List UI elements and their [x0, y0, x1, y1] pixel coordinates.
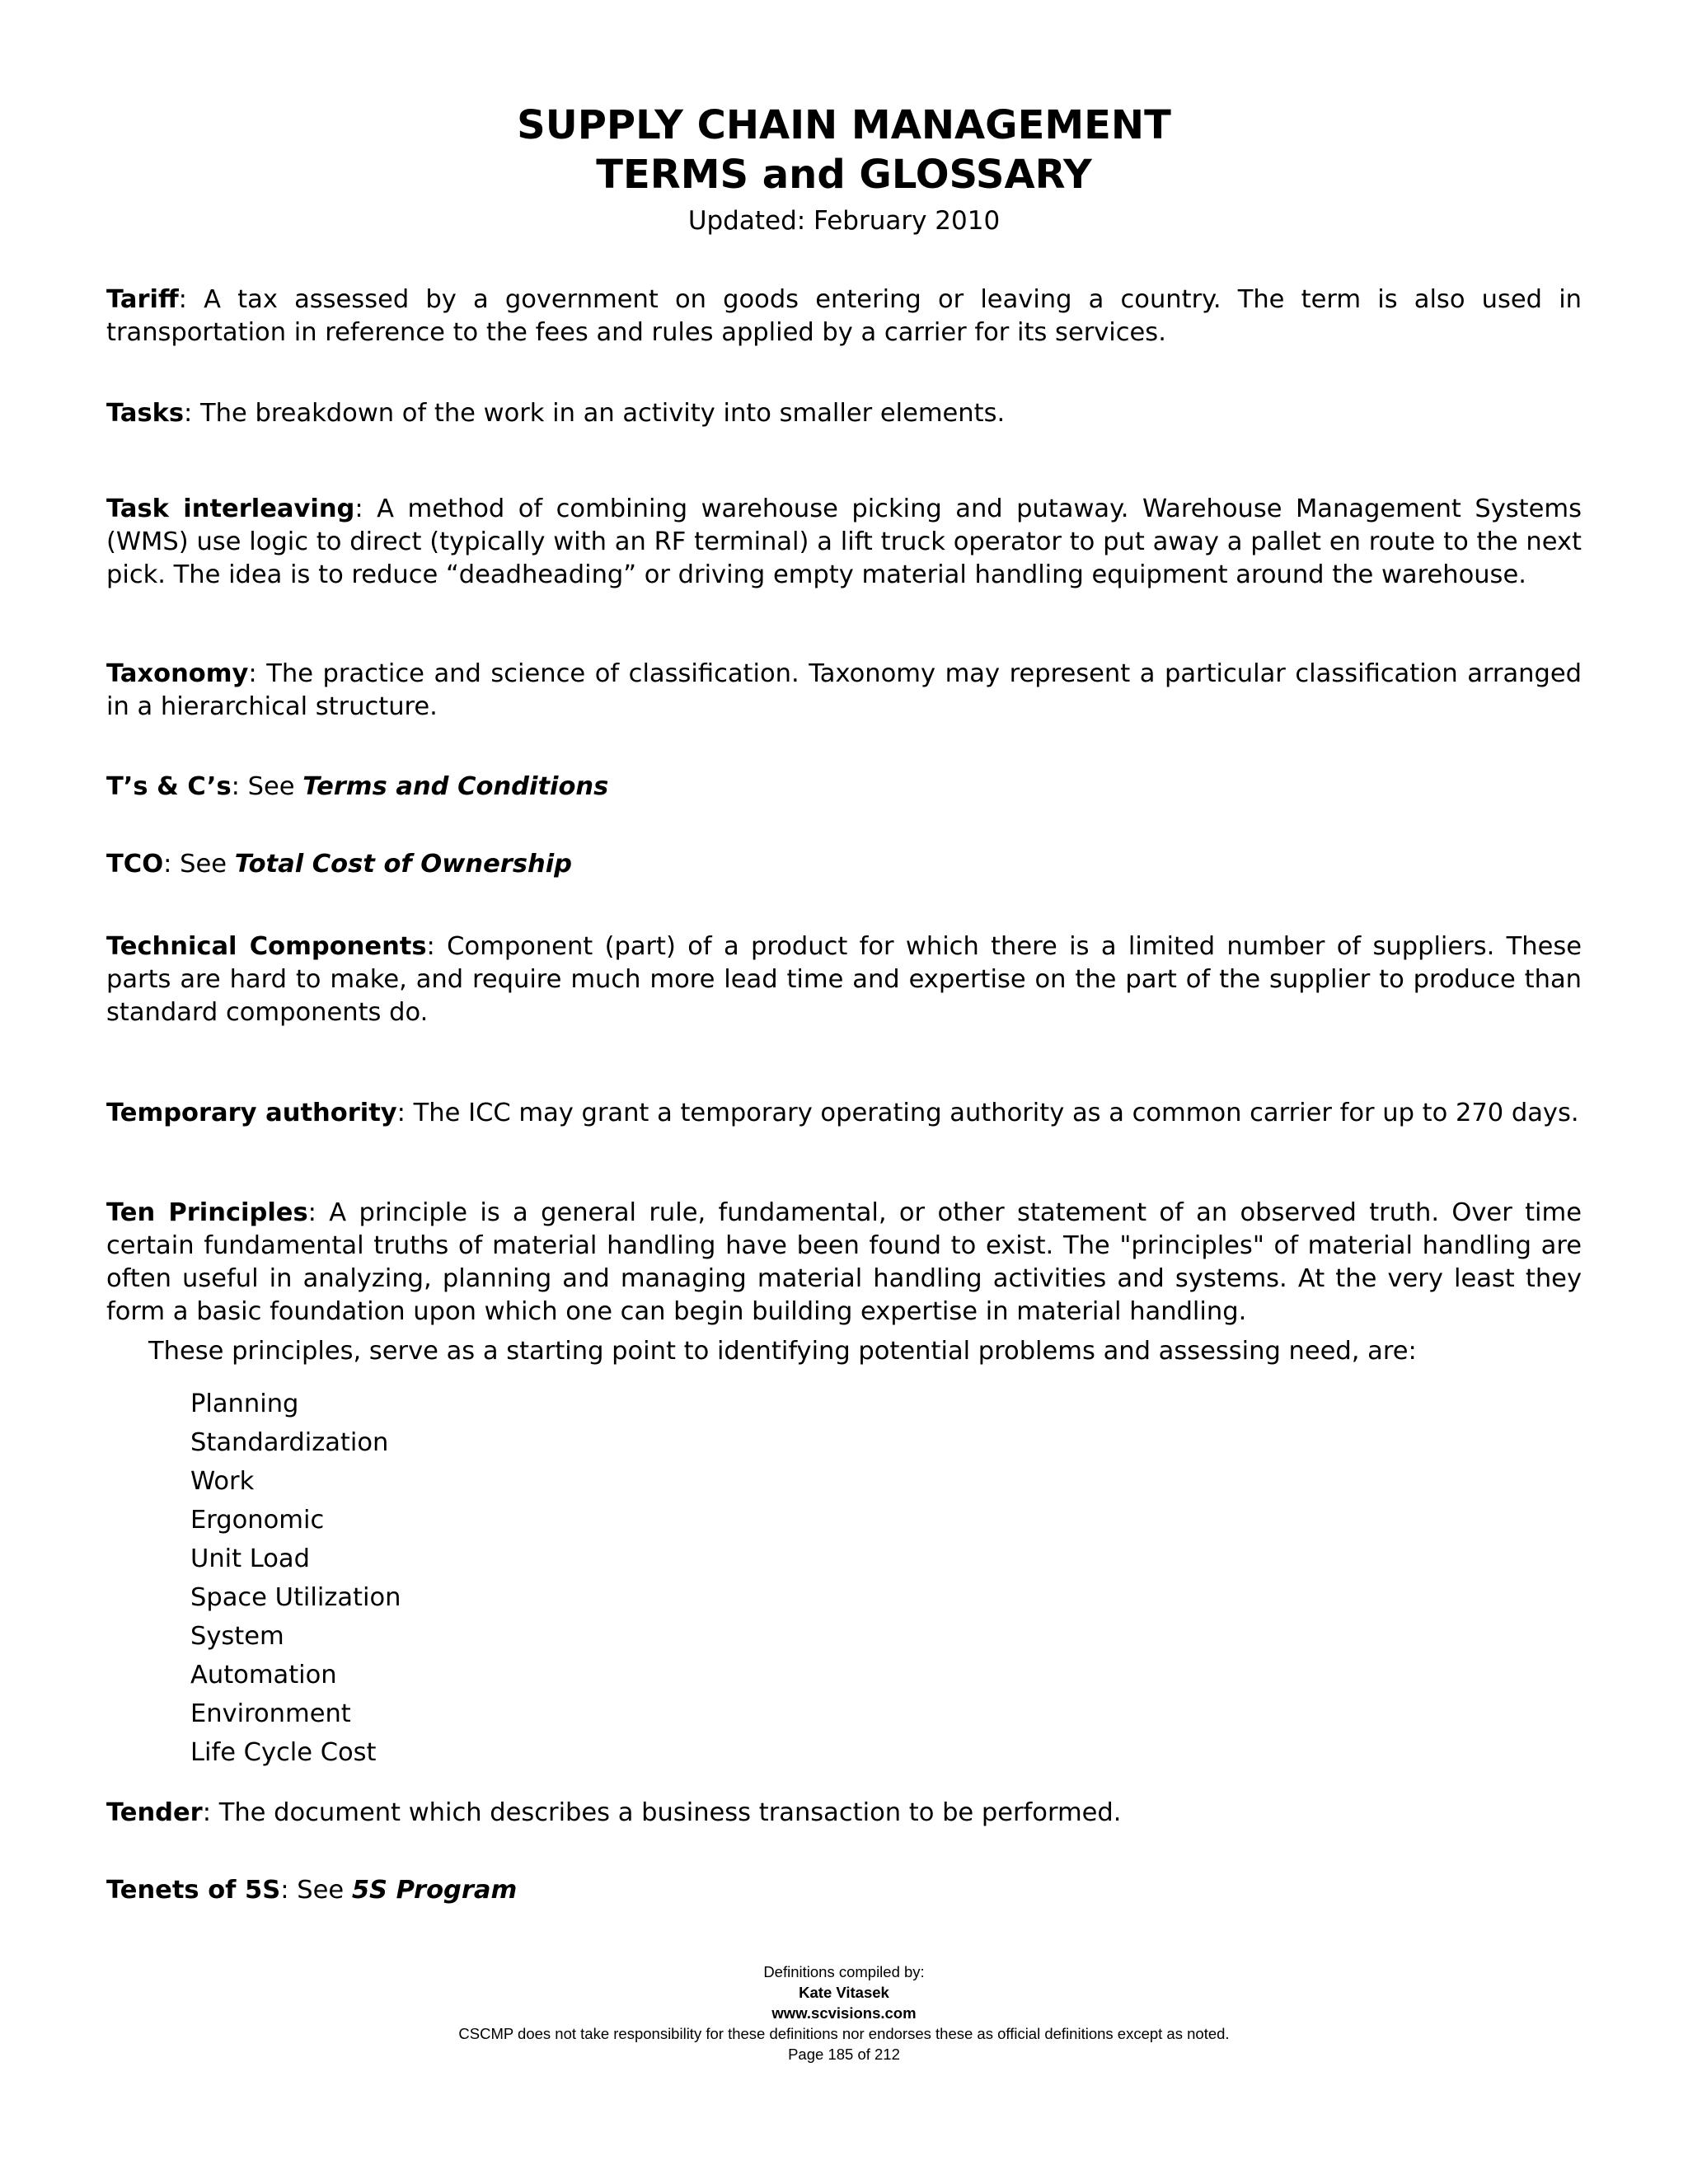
footer-author: Kate Vitasek [799, 1984, 889, 2001]
entry-separator: : [396, 1099, 414, 1127]
entry-definition: A principle is a general rule, fundamental, or other statement of an observed truth. Over time certain fundamental truths of material handling have been found to exist. The "principles" of material handling are often useful in analyzing, planning and managing material handling activities and systems. At the very least they form a basic foundation upon which one can begin building expertise in material handling. [106, 1198, 1582, 1326]
glossary-entry-tenets-of-5s [106, 1874, 1582, 1907]
page-number: Page 185 of 212 [788, 2046, 900, 2063]
glossary-entry-tariff [106, 284, 1582, 349]
entry-term: Task interleaving [106, 494, 355, 523]
footer-website: www.scvisions.com [771, 2004, 917, 2022]
entry-term: Temporary authority [106, 1099, 397, 1127]
entry-separator: : [354, 494, 377, 523]
glossary-entry-ten-principles [106, 1197, 1582, 1329]
entry-term: Taxonomy [106, 659, 249, 688]
cross-reference-link: 5S Program [351, 1876, 518, 1905]
cross-reference-link: Total Cost of Ownership [234, 850, 572, 879]
entry-definition: The ICC may grant a temporary operating authority as a common carrier for up to 270 days. [413, 1099, 1579, 1127]
entry-separator: : [231, 772, 248, 801]
entry-separator: : [178, 285, 204, 314]
glossary-entry-ts-and-cs [106, 771, 1582, 804]
entry-separator: : [163, 850, 181, 879]
list-item: Life Cycle Cost [190, 1738, 377, 1767]
see-prefix: See [297, 1876, 352, 1905]
entry-term: Tasks [106, 399, 185, 428]
footer-disclaimer: CSCMP does not take responsibility for these definitions nor endorses these as official definitions except as noted. [458, 2025, 1230, 2042]
entry-separator: : [184, 399, 201, 428]
entry-definition: The document which describes a business transaction to be performed. [218, 1798, 1122, 1827]
entry-term: Tenets of 5S [106, 1876, 281, 1905]
glossary-entry-temporary-authority [106, 1097, 1582, 1130]
cross-reference-link: Terms and Conditions [302, 772, 609, 801]
glossary-entry-technical-components [106, 930, 1582, 1029]
glossary-entry-tender [106, 1797, 1582, 1830]
entry-definition: A method of combining warehouse picking and putaway. Warehouse Management Systems (WMS) use logic to direct (typically with an RF terminal) a lift truck operator to put away a pallet en route to the next pick. The idea is to reduce “deadheading” or driving empty material handling equipment around the warehouse. [106, 494, 1582, 589]
footer-compiled-by: Definitions compiled by: [763, 1963, 925, 1980]
entry-term: Tariff [106, 285, 179, 314]
entry-separator: : [248, 659, 267, 688]
entry-separator: : [202, 1798, 219, 1827]
glossary-entry-tasks [106, 397, 1582, 430]
updated-date: Updated: February 2010 [687, 206, 1001, 236]
see-prefix: See [180, 850, 235, 879]
list-item: Space Utilization [190, 1583, 401, 1612]
entry-separator: : [426, 932, 448, 961]
entry-separator: : [280, 1876, 298, 1905]
glossary-entry-taxonomy [106, 658, 1582, 724]
list-item: Unit Load [190, 1544, 310, 1573]
list-item: Environment [190, 1699, 351, 1728]
glossary-entry-tco [106, 848, 1582, 881]
list-item: System [190, 1622, 284, 1651]
entry-term: Tender [106, 1798, 203, 1827]
entry-separator: : [307, 1198, 330, 1227]
glossary-entry-task-interleaving [106, 493, 1582, 592]
entry-term: Technical Components [106, 932, 427, 961]
list-item: Planning [190, 1390, 299, 1418]
entry-definition: The breakdown of the work in an activity into smaller elements. [200, 399, 1006, 428]
page-title: SUPPLY CHAIN MANAGEMENT [517, 102, 1171, 148]
list-item: Standardization [190, 1428, 389, 1457]
entry-term: T’s & C’s [106, 772, 232, 801]
principles-intro: These principles, serve as a starting point to identifying potential problems and assessing need, are: [148, 1337, 1417, 1366]
entry-definition: A tax assessed by a government on goods entering or leaving a country. The term is also used in transportation in reference to the fees and rules applied by a carrier for its services. [106, 285, 1582, 347]
entry-term: Ten Principles [106, 1198, 308, 1227]
entry-term: TCO [106, 850, 164, 879]
entry-definition: Component (part) of a product for which there is a limited number of suppliers. These parts are hard to make, and require much more lead time and expertise on the part of the supplier to produce than standard components do. [106, 932, 1582, 1027]
list-item: Ergonomic [190, 1506, 325, 1535]
see-prefix: See [247, 772, 303, 801]
list-item: Work [190, 1467, 255, 1496]
list-item: Automation [190, 1661, 337, 1690]
page-subtitle: TERMS and GLOSSARY [596, 152, 1092, 198]
entry-definition: The practice and science of classification. Taxonomy may represent a particular classification arranged in a hierarchical structure. [106, 659, 1582, 721]
principles-list [190, 1385, 401, 1772]
